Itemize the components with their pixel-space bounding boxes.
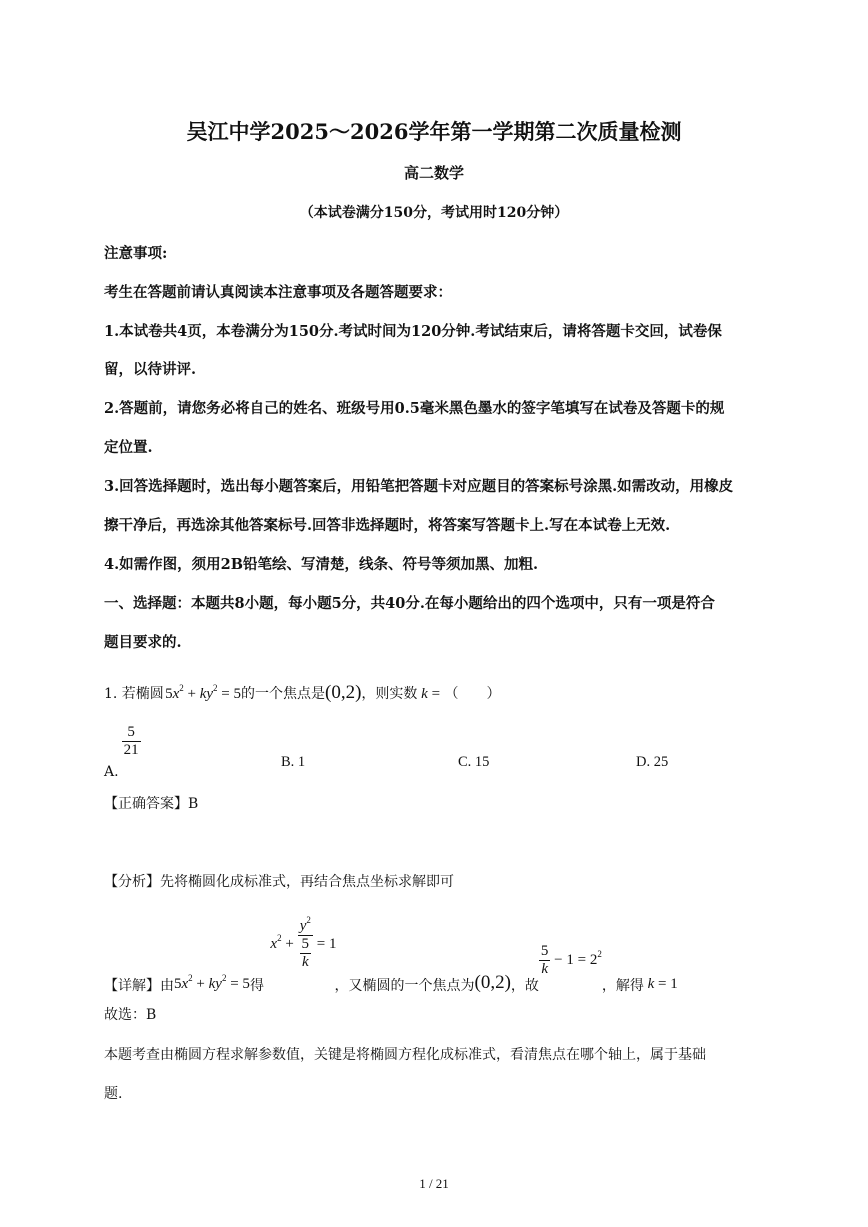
detail-de: 得 — [249, 977, 264, 994]
notice-intro: 考生在答题前请认真阅读本注意事项及各题答题要求： — [104, 284, 452, 301]
option-c: C. 15 — [458, 754, 490, 770]
option-a-numerator: 5 — [127, 724, 135, 740]
answer-line: 【正确答案】B — [104, 796, 199, 812]
standard-form: $x^2$ + $\frac{y^2}{\frac{5}{k}}$ = 1 — [270, 915, 337, 970]
detail-solve: ，解得 — [601, 977, 644, 994]
focus-equation: $\frac{5}{k}$ − $1 = 2^2$ — [540, 943, 602, 977]
variable-k: k = — [417, 686, 441, 702]
option-b: B. 1 — [281, 754, 306, 770]
notice-item-1-line-1: 1.本试卷共4页，本卷满分为150分.考试时间为120分钟.考试结束后，请将答题卡交回，试卷保 — [104, 323, 722, 340]
section-1-line-1: 一、选择题：本题共8小题，每小题5分，共40分.在每小题给出的四个选项中，只有一项是符合 — [104, 595, 715, 612]
detail-line — [104, 915, 678, 994]
section-1-line-2: 题目要求的. — [104, 634, 182, 651]
notice-item-2-line-1: 2.答题前，请您务必将自己的姓名、班级号用0.5毫米黑色墨水的签字笔填写在试卷及答题卡的规 — [104, 400, 725, 417]
solution-k: k = 1 — [643, 975, 678, 992]
question-1-stem — [104, 682, 501, 704]
detail-equation: $5x^2 + ky^2 = 5$ — [174, 972, 250, 992]
detail-mid: ，又椭圆的一个焦点为 — [334, 977, 475, 994]
notice-item-3-line-1: 3.回答选择题时，选出每小题答案后，用铅笔把答题卡对应题目的答案标号涂黑.如需改动，用橡皮 — [104, 478, 734, 495]
notice-item-2-line-2: 定位置. — [104, 439, 153, 456]
detail-focus-point: (0,2) — [474, 971, 511, 993]
option-a — [104, 722, 139, 780]
question-1-prefix: 1. 若椭圆 — [104, 686, 164, 702]
exam-title: 吴江中学2025～2026学年第一学期第二次质量检测 — [186, 119, 682, 144]
option-a-denominator: 21 — [123, 742, 139, 758]
notice-item-4: 4.如需作图，须用2B铅笔绘、写清楚，线条、符号等须加黑、加粗. — [104, 556, 539, 573]
focus-point: (0,2) — [325, 682, 362, 703]
exam-subject: 高二数学 — [403, 164, 464, 182]
exam-note: （本试卷满分150分，考试用时120分钟） — [299, 205, 569, 221]
notice-item-3-line-2: 擦干净后，再选涂其他答案标号.回答非选择题时，将答案写答题卡上.写在本试卷上无效. — [104, 517, 671, 534]
option-a-label: A. — [104, 763, 119, 780]
ellipse-equation: $5x^2 + ky^2 = 5$ — [165, 683, 242, 702]
question-1-blank: （ ） — [444, 686, 501, 702]
question-1-mid: 的一个焦点是 — [241, 686, 326, 702]
page-number: 1 / 21 — [419, 1176, 449, 1191]
standard-form-fraction: $\frac{y^2}{\frac{5}{k}}$ — [298, 918, 314, 971]
detail-prefix: 【详解】由 — [104, 977, 174, 994]
question-1-after-point: ，则实数 — [361, 686, 418, 702]
option-d: D. 25 — [636, 754, 669, 770]
notice-item-1-line-2: 留，以待讲评. — [104, 361, 197, 378]
comment-line-1: 本题考查由椭圆方程求解参数值，关键是将椭圆方程化成标准式，看清焦点在哪个轴上，属于基础 — [104, 1047, 706, 1063]
conclusion-line: 故选：B — [104, 1007, 157, 1023]
comment-line-2: 题. — [104, 1086, 123, 1102]
option-a-fraction — [122, 724, 141, 759]
notice-heading: 注意事项: — [104, 245, 168, 262]
detail-gu: ，故 — [510, 977, 539, 994]
analysis-line: 【分析】先将椭圆化成标准式，再结合焦点坐标求解即可 — [104, 874, 454, 890]
